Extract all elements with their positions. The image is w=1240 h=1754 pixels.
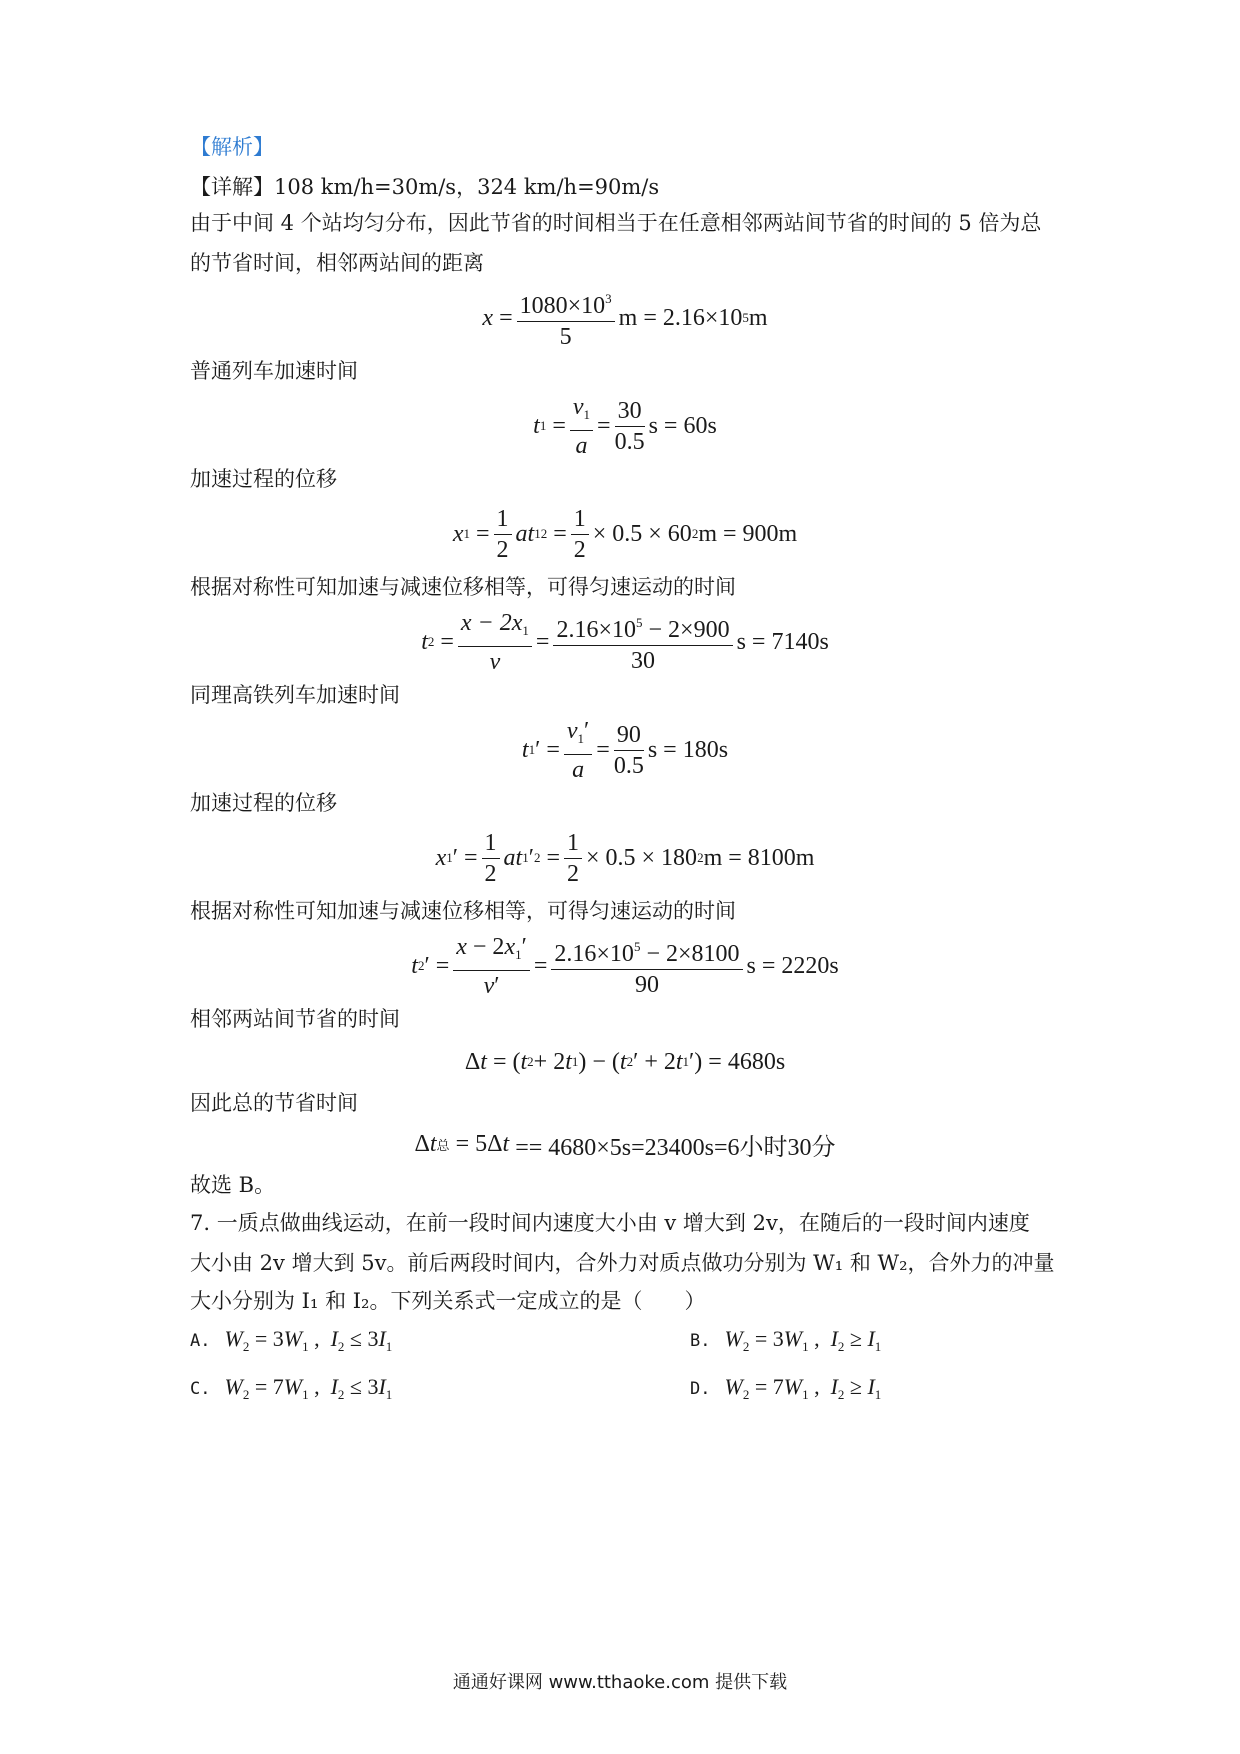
detail-text: 108 km/h=30m/s，324 km/h=90m/s [274,175,660,199]
equation-x1-prime: x 1 ′ = $\frac{1}{2}$ at 1 ′ 2 = $\frac{1}{2}$ × 0.5 × 180 2 m = 8100m [435,829,815,887]
step-label: 根据对称性可知加速与减速位移相等，可得匀速运动的时间 [190,575,736,599]
page-footer: 通通好课网 www.tthaoke.com 提供下载 [452,1672,788,1693]
equation-delta-t: Δ t = ( t 2 + 2 t 1 ) − ( t 2 ′ + 2 t 1 ′) = 4680s [464,1048,786,1075]
equation-t2-prime: t 2 ′ = $\frac{x - 2x_1'}{v'}$ = $\frac{2.16\times 10^5 - 2\times 8100}{90}$ s = 2220s [411,933,839,999]
equation-t1: t 1 = $\frac{v_1}{a}$ = $\frac{30}{0.5}$ s = 60s [533,393,717,459]
step-label: 相邻两站间节省的时间 [190,1007,400,1031]
option-b[interactable]: B. $W_2 = 3W_1$ , $I_2 \ge I_1$ [690,1326,882,1354]
equation-t1-prime: t 1 ′ = $\frac{v_1'}{a}$ = $\frac{90}{0.5}$ s = 180s [521,717,729,783]
question-line: 大小分别为 I₁ 和 I₂。下列关系式一定成立的是（ ） [190,1289,706,1313]
option-d[interactable]: D. $W_2 = 7W_1$ , $I_2 \ge I_1$ [690,1374,882,1402]
step-label: 同理高铁列车加速时间 [190,683,400,707]
paragraph-line: 的节省时间，相邻两站间的距离 [190,251,484,275]
step-label: 根据对称性可知加速与减速位移相等，可得匀速运动的时间 [190,899,736,923]
question-line: 大小由 2v 增大到 5v。前后两段时间内，合外力对质点做功分别为 W₁ 和 W₂，合外力的冲量 [190,1251,1055,1275]
step-label: 加速过程的位移 [190,467,337,491]
equation-x1: x 1 = $\frac{1}{2}$ at 1 2 = $\frac{1}{2}$ × 0.5 × 60 2 m = 900m [452,505,798,563]
step-label: 普通列车加速时间 [190,359,358,383]
paragraph-line: 由于中间 4 个站均匀分布，因此节省的时间相当于在任意相邻两站间节省的时间的 5 倍为总 [190,211,1042,235]
answer-line: 故选 B。 [190,1173,276,1197]
option-a[interactable]: A. $W_2 = 3W_1$ , $I_2 \le 3I_1$ [190,1326,393,1354]
equation-t2: t 2 = $\frac{x - 2x_1}{v}$ = $\frac{2.16\times 10^5 - 2\times 900}{30}$ s = 7140s [421,609,829,675]
detail-line [190,172,659,202]
option-c[interactable]: C. $W_2 = 7W_1$ , $I_2 \le 3I_1$ [190,1374,393,1402]
step-label: 因此总的节省时间 [190,1091,358,1115]
section-tag: 【解析】 [190,135,274,159]
step-label: 加速过程的位移 [190,791,337,815]
equation-distance: x = $\frac{1080\times 10^3}{5}$ m = 2.16×10 5 m [190,286,1060,350]
detail-label: 【详解】 [190,175,274,199]
fraction: $\frac{1080\times 10^3}{5}$ [517,285,615,351]
equation-total: Δ t 总 = 5Δ t == 4680×5s=23400s=6小时30分 [414,1130,836,1161]
question-line: 7. 一质点做曲线运动，在前一段时间内速度大小由 v 增大到 2v，在随后的一段时间内速度 [190,1211,1030,1235]
